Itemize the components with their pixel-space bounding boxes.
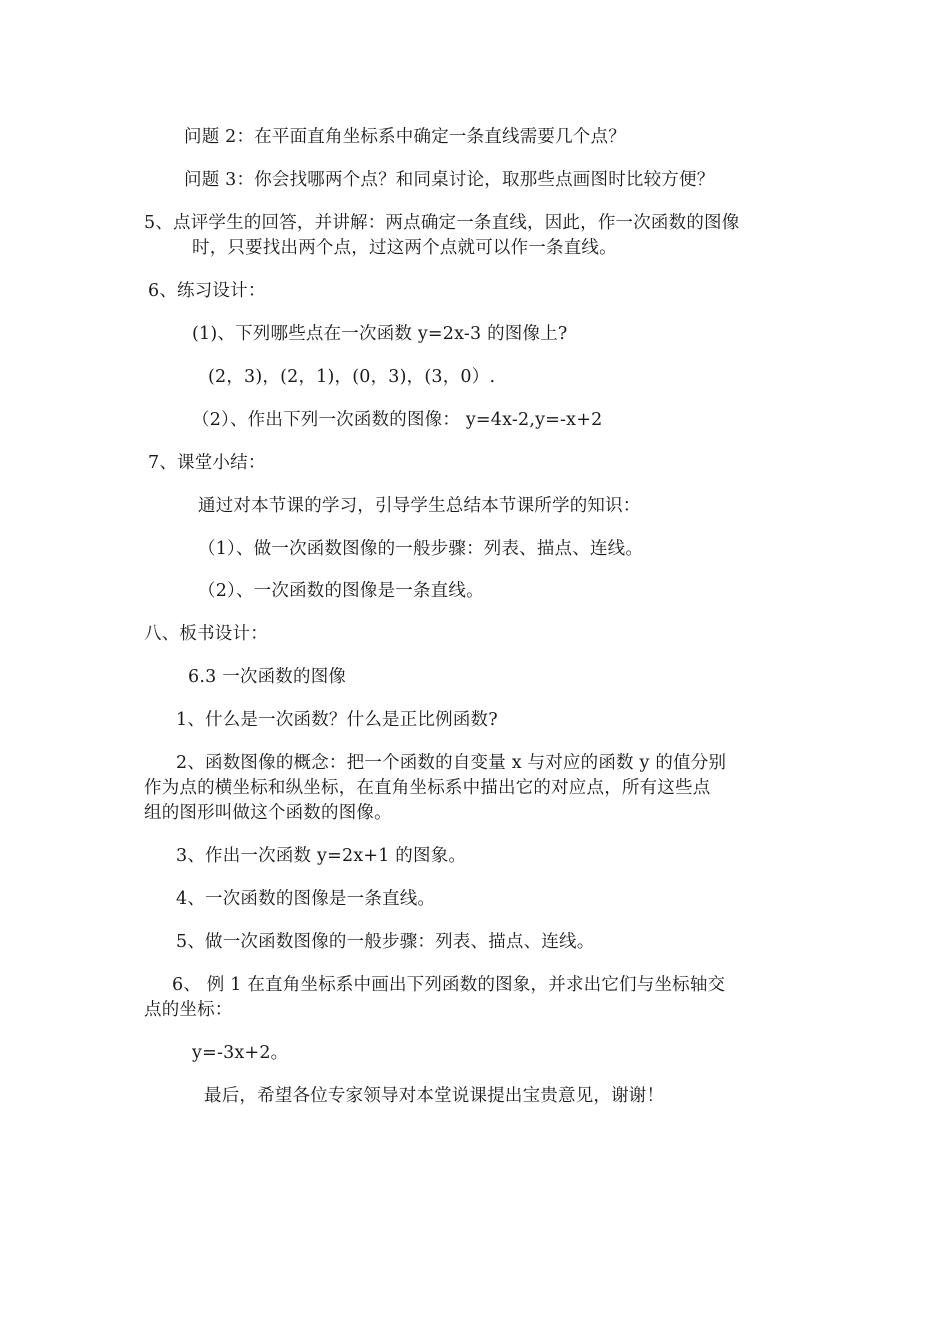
question-3: 问题 3：你会找哪两个点？和同桌讨论，取那些点画图时比较方便？	[184, 170, 715, 190]
section-6-heading: 6、练习设计：	[148, 281, 266, 301]
summary-point-2: （2）、一次函数的图像是一条直线。	[198, 581, 484, 601]
board-item-2-line-3: 组的图形叫做这个函数的图像。	[144, 803, 392, 823]
board-item-2-line-2: 作为点的横坐标和纵坐标，在直角坐标系中描出它的对应点，所有这些点	[144, 778, 711, 798]
closing-remark: 最后，希望各位专家领导对本堂说课提出宝贵意见，谢谢！	[204, 1086, 665, 1106]
section-8-heading: 八、板书设计：	[144, 624, 268, 644]
board-item-5: 5、做一次函数图像的一般步骤：列表、描点、连线。	[176, 932, 595, 952]
board-item-2-line-1: 2、函数图像的概念：把一个函数的自变量 x 与对应的函数 y 的值分别	[176, 753, 727, 773]
example-function: y=-3x+2。	[192, 1043, 289, 1063]
board-item-1: 1、什么是一次函数？什么是正比例函数?	[176, 710, 498, 730]
item-5-line-2: 时，只要找出两个点，过这两个点就可以作一条直线。	[192, 238, 617, 258]
summary-point-1: （1）、做一次函数图像的一般步骤：列表、描点、连线。	[198, 539, 644, 559]
board-item-3: 3、作出一次函数 y=2x+1 的图象。	[176, 846, 467, 866]
section-7-heading: 7、课堂小结：	[148, 453, 266, 473]
board-item-6-line-2: 点的坐标：	[144, 1000, 233, 1020]
exercise-1-points: (2，3)，(2，1)，(0，3)，(3，0）.	[208, 367, 496, 387]
item-5-line-1: 5、点评学生的回答，并讲解：两点确定一条直线，因此，作一次函数的图像	[144, 213, 740, 233]
board-item-4: 4、一次函数的图像是一条直线。	[176, 889, 436, 909]
summary-intro: 通过对本节课的学习，引导学生总结本节课所学的知识：	[198, 496, 641, 516]
board-title: 6.3 一次函数的图像	[188, 667, 347, 687]
exercise-2: （2）、作出下列一次函数的图像： y=4x-2,y=-x+2	[192, 410, 603, 430]
board-item-6-line-1: 6、 例 1 在直角坐标系中画出下列函数的图象，并求出它们与坐标轴交	[172, 975, 726, 995]
exercise-1: (1)、下列哪些点在一次函数 y=2x-3 的图像上?	[192, 324, 568, 344]
question-2: 问题 2：在平面直角坐标系中确定一条直线需要几个点？	[184, 127, 626, 147]
